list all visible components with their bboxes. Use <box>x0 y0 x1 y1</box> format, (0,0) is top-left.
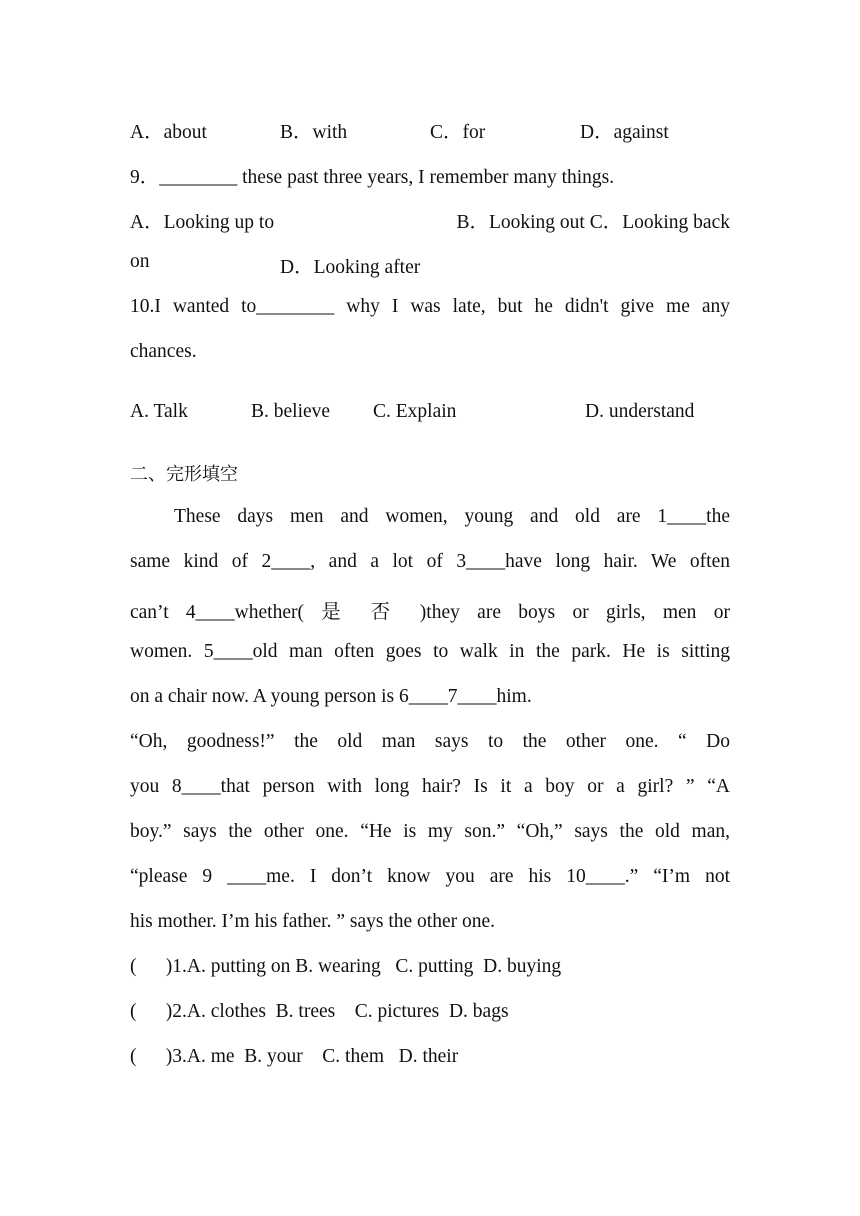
q8-option-d: D．against <box>580 122 669 143</box>
passage-line: on a chair now. A young person is 6____7____him. <box>130 686 532 707</box>
q8-option-a: A．about <box>130 122 207 143</box>
q10-stem-line1: 10.I wanted to________ why I was late, but he didn't give me any <box>130 296 730 317</box>
q10-option-b: B. believe <box>251 401 331 422</box>
cloze-question: ( )1.A. putting on B. wearing C. putting D. buying <box>130 956 562 977</box>
q8-option-b: B．with <box>280 122 348 143</box>
passage-line: “please 9 ____me. I don’t know you are his 10____.” “I’m not <box>130 866 730 887</box>
q9-stem: 9．________ these past three years, I remember many things. <box>130 167 615 188</box>
passage-line: same kind of 2____, and a lot of 3____have long hair. We often <box>130 551 730 572</box>
cloze-question: ( )2.A. clothes B. trees C. pictures D. bags <box>130 1001 509 1022</box>
q10-option-d: D. understand <box>585 401 695 422</box>
passage-line: his mother. I’m his father. ” says the other one. <box>130 911 495 932</box>
section-heading: 二、完形填空 <box>130 464 238 485</box>
passage-line: “Oh, goodness!” the old man says to the other one. “ Do <box>130 731 730 752</box>
q10-option-a: A. Talk <box>130 401 188 422</box>
cloze-question: ( )3.A. me B. your C. them D. their <box>130 1046 459 1067</box>
passage-line: These days men and women, young and old are 1____the <box>174 506 730 527</box>
q10-option-c: C. Explain <box>373 401 457 422</box>
q9-option-a: A．Looking up to <box>130 212 275 233</box>
q10-stem-line2: chances. <box>130 341 197 362</box>
passage-line: women. 5____old man often goes to walk in the park. He is sitting <box>130 641 730 662</box>
passage-line: you 8____that person with long hair? Is it a boy or a girl? ” “A <box>130 776 730 797</box>
passage-line: can’t 4____whether( 是 否 )they are boys or girls, men or <box>130 602 730 623</box>
q9-option-d: D．Looking after <box>280 257 421 278</box>
q9-option-bc: B．Looking out C．Looking back <box>456 212 730 233</box>
passage-line: boy.” says the other one. “He is my son.” “Oh,” says the old man, <box>130 821 730 842</box>
q9-option-c-continued: on <box>130 251 150 272</box>
q8-option-c: C．for <box>430 122 486 143</box>
